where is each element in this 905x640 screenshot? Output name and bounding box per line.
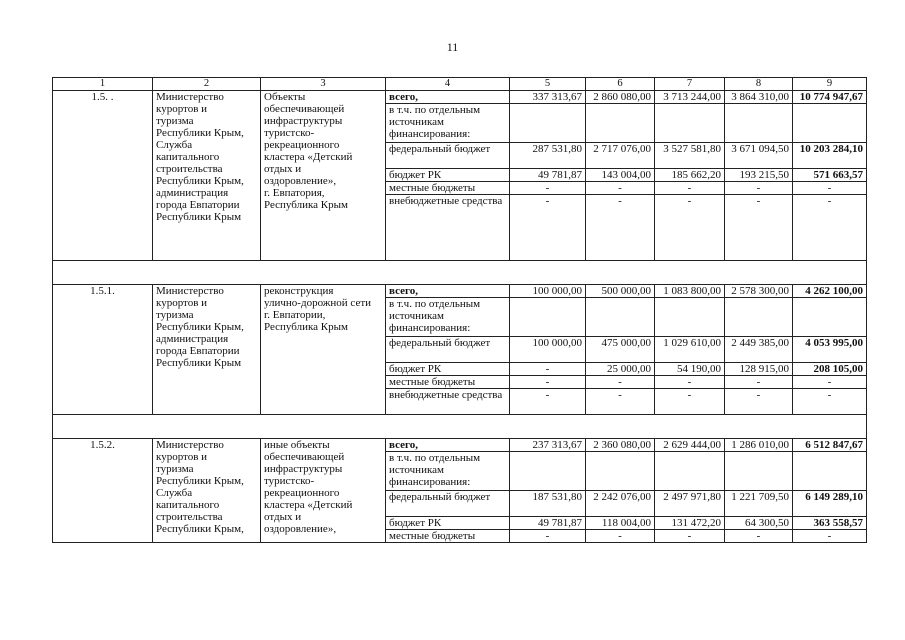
organization-line: Республики Крым, bbox=[156, 127, 244, 139]
empty-cell bbox=[725, 104, 793, 143]
column-header: 9 bbox=[793, 78, 867, 91]
funding-source-label: местные бюджеты bbox=[386, 182, 510, 195]
amount: 118 004,00 bbox=[586, 517, 655, 530]
organization-line: туризма bbox=[156, 115, 194, 127]
empty-cell bbox=[586, 452, 655, 491]
amount: 2 242 076,00 bbox=[586, 491, 655, 517]
amount: 64 300,50 bbox=[725, 517, 793, 530]
blank-separator bbox=[53, 261, 867, 285]
funding-source-label: всего, bbox=[386, 91, 510, 104]
column-header: 1 bbox=[53, 78, 153, 91]
funding-source-label: всего, bbox=[386, 439, 510, 452]
organization-line: города Евпатории bbox=[156, 199, 240, 211]
object-line: туристско- bbox=[264, 475, 315, 487]
table-row bbox=[53, 439, 867, 452]
project-objects bbox=[261, 439, 386, 543]
funding-source-label: в т.ч. по отдельным источникам финансирования: bbox=[386, 104, 510, 143]
amount: - bbox=[586, 195, 655, 261]
amount: - bbox=[655, 389, 725, 415]
object-line: обеспечивающей bbox=[264, 451, 345, 463]
total-amount: - bbox=[793, 530, 867, 543]
funding-source-label: бюджет РК bbox=[386, 363, 510, 376]
amount: 2 497 971,80 bbox=[655, 491, 725, 517]
object-line: Республика Крым bbox=[264, 199, 348, 211]
empty-cell bbox=[655, 104, 725, 143]
table-row bbox=[53, 285, 867, 298]
organization-line: администрация bbox=[156, 333, 229, 345]
amount: - bbox=[510, 182, 586, 195]
amount: 100 000,00 bbox=[510, 337, 586, 363]
amount: 100 000,00 bbox=[510, 285, 586, 298]
object-line: кластера «Детский bbox=[264, 151, 353, 163]
amount: - bbox=[586, 389, 655, 415]
organization-line: курортов и bbox=[156, 103, 208, 115]
amount: 337 313,67 bbox=[510, 91, 586, 104]
amount: 143 004,00 bbox=[586, 169, 655, 182]
amount: 128 915,00 bbox=[725, 363, 793, 376]
empty-cell bbox=[725, 298, 793, 337]
organization-line: курортов и bbox=[156, 297, 208, 309]
total-amount: 6 512 847,67 bbox=[793, 439, 867, 452]
funding-source-label: местные бюджеты bbox=[386, 530, 510, 543]
object-line: реконструкция bbox=[264, 285, 334, 297]
organization-line: капитального bbox=[156, 499, 220, 511]
object-line: г. Евпатория, bbox=[264, 187, 325, 199]
empty-cell bbox=[655, 298, 725, 337]
empty-cell bbox=[510, 104, 586, 143]
amount: 185 662,20 bbox=[655, 169, 725, 182]
budget-table bbox=[52, 77, 867, 543]
amount: 25 000,00 bbox=[586, 363, 655, 376]
amount: 187 531,80 bbox=[510, 491, 586, 517]
amount: 2 860 080,00 bbox=[586, 91, 655, 104]
funding-source-label: местные бюджеты bbox=[386, 376, 510, 389]
object-line: отдых и bbox=[264, 511, 302, 523]
object-line: обеспечивающей bbox=[264, 103, 345, 115]
amount: 131 472,20 bbox=[655, 517, 725, 530]
amount: - bbox=[510, 389, 586, 415]
empty-cell bbox=[655, 452, 725, 491]
amount: - bbox=[725, 182, 793, 195]
total-amount: 4 053 995,00 bbox=[793, 337, 867, 363]
page-number: 11 bbox=[446, 40, 459, 54]
amount: - bbox=[655, 376, 725, 389]
amount: - bbox=[586, 376, 655, 389]
organization-line: Министерство bbox=[156, 439, 224, 451]
total-amount: 571 663,57 bbox=[793, 169, 867, 182]
object-line: Республика Крым bbox=[264, 321, 348, 333]
organization-line: Республики Крым, bbox=[156, 475, 244, 487]
funding-source-label: в т.ч. по отдельным источникам финансирования: bbox=[386, 298, 510, 337]
table-row bbox=[53, 91, 867, 104]
responsible-organizations bbox=[153, 91, 261, 261]
amount: 287 531,80 bbox=[510, 143, 586, 169]
funding-source-label: бюджет РК bbox=[386, 169, 510, 182]
amount: - bbox=[510, 530, 586, 543]
object-line: оздоровление», bbox=[264, 523, 337, 535]
object-line: оздоровление», bbox=[264, 175, 337, 187]
amount: 1 083 800,00 bbox=[655, 285, 725, 298]
project-objects bbox=[261, 91, 386, 261]
organization-line: капитального bbox=[156, 151, 220, 163]
amount: - bbox=[510, 195, 586, 261]
column-header: 2 bbox=[153, 78, 261, 91]
amount: 49 781,87 bbox=[510, 169, 586, 182]
amount: 1 221 709,50 bbox=[725, 491, 793, 517]
funding-source-label: федеральный бюджет bbox=[386, 337, 510, 363]
funding-source-label: федеральный бюджет bbox=[386, 143, 510, 169]
total-amount: - bbox=[793, 195, 867, 261]
object-line: кластера «Детский bbox=[264, 499, 353, 511]
column-header: 6 bbox=[586, 78, 655, 91]
responsible-organizations bbox=[153, 439, 261, 543]
total-amount: 4 262 100,00 bbox=[793, 285, 867, 298]
amount: 3 527 581,80 bbox=[655, 143, 725, 169]
empty-cell bbox=[793, 104, 867, 143]
amount: 2 629 444,00 bbox=[655, 439, 725, 452]
organization-line: Министерство bbox=[156, 285, 224, 297]
empty-cell bbox=[510, 298, 586, 337]
total-amount: 6 149 289,10 bbox=[793, 491, 867, 517]
column-number-row bbox=[53, 78, 867, 91]
organization-line: Министерство bbox=[156, 91, 224, 103]
total-amount: 10 774 947,67 bbox=[793, 91, 867, 104]
column-header: 3 bbox=[261, 78, 386, 91]
amount: 3 864 310,00 bbox=[725, 91, 793, 104]
organization-line: Республики Крым, bbox=[156, 321, 244, 333]
object-line: туристско- bbox=[264, 127, 315, 139]
organization-line: Служба bbox=[156, 139, 193, 151]
object-line: улично-дорожной сети bbox=[264, 297, 372, 309]
amount: - bbox=[655, 182, 725, 195]
organization-line: Служба bbox=[156, 487, 193, 499]
project-objects bbox=[261, 285, 386, 415]
item-number: 1.5. . bbox=[53, 91, 153, 261]
funding-source-label: всего, bbox=[386, 285, 510, 298]
column-header: 4 bbox=[386, 78, 510, 91]
blank-separator bbox=[53, 415, 867, 439]
object-line: иные объекты bbox=[264, 439, 330, 451]
organization-line: администрация bbox=[156, 187, 229, 199]
organization-line: Республики Крым, bbox=[156, 523, 244, 535]
spacer-row bbox=[53, 415, 867, 439]
total-amount: 363 558,57 bbox=[793, 517, 867, 530]
amount: 500 000,00 bbox=[586, 285, 655, 298]
funding-source-label: федеральный бюджет bbox=[386, 491, 510, 517]
object-line: отдых и bbox=[264, 163, 302, 175]
organization-line: города Евпатории bbox=[156, 345, 240, 357]
amount: - bbox=[586, 530, 655, 543]
column-header: 5 bbox=[510, 78, 586, 91]
total-amount: - bbox=[793, 182, 867, 195]
column-header: 8 bbox=[725, 78, 793, 91]
organization-line: строительства bbox=[156, 163, 223, 175]
amount: - bbox=[655, 530, 725, 543]
funding-source-label: внебюджетные средства bbox=[386, 389, 510, 415]
empty-cell bbox=[725, 452, 793, 491]
organization-line: туризма bbox=[156, 463, 194, 475]
amount: 1 286 010,00 bbox=[725, 439, 793, 452]
amount: 49 781,87 bbox=[510, 517, 586, 530]
total-amount: - bbox=[793, 389, 867, 415]
organization-line: курортов и bbox=[156, 451, 208, 463]
amount: - bbox=[510, 376, 586, 389]
amount: 193 215,50 bbox=[725, 169, 793, 182]
column-header: 7 bbox=[655, 78, 725, 91]
amount: 2 360 080,00 bbox=[586, 439, 655, 452]
amount: - bbox=[655, 195, 725, 261]
funding-source-label: бюджет РК bbox=[386, 517, 510, 530]
responsible-organizations bbox=[153, 285, 261, 415]
empty-cell bbox=[793, 452, 867, 491]
amount: 2 717 076,00 bbox=[586, 143, 655, 169]
amount: - bbox=[725, 376, 793, 389]
object-line: рекреационного bbox=[264, 487, 340, 499]
empty-cell bbox=[510, 452, 586, 491]
amount: 1 029 610,00 bbox=[655, 337, 725, 363]
amount: - bbox=[510, 363, 586, 376]
amount: - bbox=[725, 530, 793, 543]
organization-line: строительства bbox=[156, 511, 223, 523]
empty-cell bbox=[793, 298, 867, 337]
amount: 3 713 244,00 bbox=[655, 91, 725, 104]
amount: - bbox=[725, 389, 793, 415]
organization-line: Республики Крым bbox=[156, 357, 242, 369]
amount: 3 671 094,50 bbox=[725, 143, 793, 169]
object-line: Объекты bbox=[264, 91, 306, 103]
amount: 237 313,67 bbox=[510, 439, 586, 452]
object-line: инфраструктуры bbox=[264, 463, 343, 475]
object-line: рекреационного bbox=[264, 139, 340, 151]
amount: 475 000,00 bbox=[586, 337, 655, 363]
item-number: 1.5.1. bbox=[53, 285, 153, 415]
organization-line: Республики Крым bbox=[156, 211, 242, 223]
organization-line: туризма bbox=[156, 309, 194, 321]
item-number: 1.5.2. bbox=[53, 439, 153, 543]
object-line: г. Евпатории, bbox=[264, 309, 326, 321]
funding-source-label: в т.ч. по отдельным источникам финансирования: bbox=[386, 452, 510, 491]
total-amount: 208 105,00 bbox=[793, 363, 867, 376]
amount: 2 578 300,00 bbox=[725, 285, 793, 298]
object-line: инфраструктуры bbox=[264, 115, 343, 127]
total-amount: - bbox=[793, 376, 867, 389]
amount: - bbox=[586, 182, 655, 195]
amount: 54 190,00 bbox=[655, 363, 725, 376]
empty-cell bbox=[586, 298, 655, 337]
spacer-row bbox=[53, 261, 867, 285]
empty-cell bbox=[586, 104, 655, 143]
amount: 2 449 385,00 bbox=[725, 337, 793, 363]
organization-line: Республики Крым, bbox=[156, 175, 244, 187]
total-amount: 10 203 284,10 bbox=[793, 143, 867, 169]
amount: - bbox=[725, 195, 793, 261]
funding-source-label: внебюджетные средства bbox=[386, 195, 510, 261]
